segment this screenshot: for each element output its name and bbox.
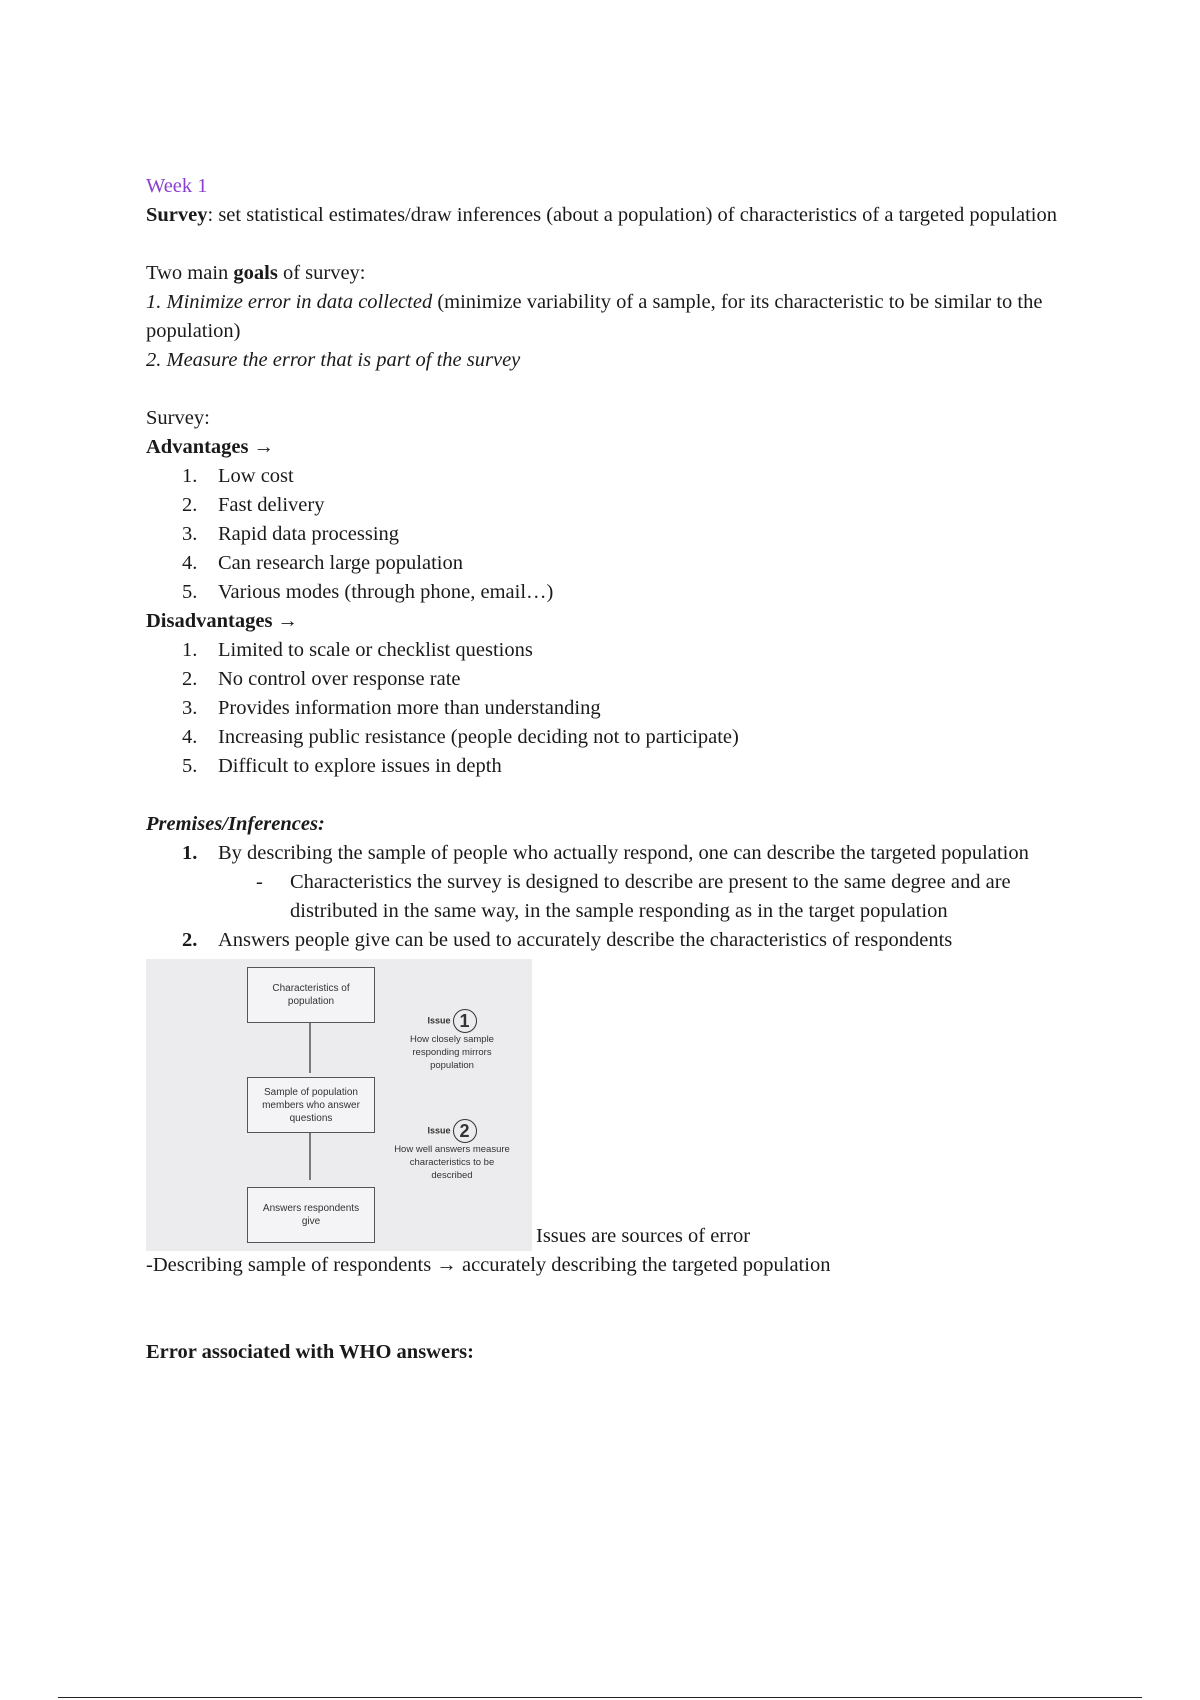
list-item: 3. Rapid data processing bbox=[182, 523, 400, 545]
issue-2-text: How well answers measure characteristics to be described bbox=[394, 1144, 510, 1181]
list-item-text: Rapid data processing bbox=[218, 523, 400, 545]
error-heading bbox=[146, 1338, 1096, 1367]
list-item: 1. By describing the sample of people who actually respond, one can describe the targeted population bbox=[182, 842, 1029, 864]
list-item-text: Various modes (through phone, email…) bbox=[218, 581, 554, 603]
list-item: 1. Limited to scale or checklist questions bbox=[182, 639, 533, 661]
describing-line: -Describing sample of respondents → accurately describing the targeted population bbox=[146, 1254, 831, 1276]
list-item-text: Increasing public resistance (people deciding not to participate) bbox=[218, 726, 739, 748]
week-heading: Week 1 bbox=[146, 175, 208, 197]
goal-1-rest: (minimize variability of a sample, for its characteristic to be similar to the population) bbox=[146, 291, 1043, 342]
survey-definition bbox=[146, 201, 1096, 230]
disadvantages-list bbox=[146, 636, 1096, 781]
issue-2-number: 2 bbox=[453, 1119, 477, 1143]
list-item: 1. Low cost bbox=[182, 465, 294, 487]
survey-term: Survey bbox=[146, 204, 208, 226]
document-body bbox=[146, 172, 1096, 1367]
survey-error-diagram bbox=[146, 959, 532, 1251]
list-item-text: Low cost bbox=[218, 465, 294, 487]
list-item-text: Limited to scale or checklist questions bbox=[218, 639, 533, 661]
list-item: 5. Difficult to explore issues in depth bbox=[182, 755, 502, 777]
goal-1 bbox=[146, 288, 1096, 346]
survey-label: Survey: bbox=[146, 407, 210, 429]
list-item: 2. Answers people give can be used to accurately describe the characteristics of respondents bbox=[182, 929, 953, 951]
issue-1-text: How closely sample responding mirrors population bbox=[410, 1034, 494, 1071]
figure-caption: Issues are sources of error bbox=[536, 1225, 751, 1247]
diagram-issue-2 bbox=[392, 1119, 512, 1182]
advantages-heading-text: Advantages → bbox=[146, 436, 275, 458]
issue-1-label: Issue bbox=[427, 1015, 451, 1026]
list-item: 2. No control over response rate bbox=[182, 668, 461, 690]
list-item: 4. Increasing public resistance (people deciding not to participate) bbox=[182, 726, 739, 748]
issue-1-number: 1 bbox=[453, 1009, 477, 1033]
premise-1-subpoint-text: Characteristics the survey is designed to describe are present to the same degree and are distributed in the same way, in the sample responding as in the target population bbox=[290, 871, 1011, 922]
diagram-box-answers: Answers respondents give bbox=[247, 1187, 375, 1243]
diagram-box-population: Characteristics of population bbox=[247, 967, 375, 1023]
list-item-text: No control over response rate bbox=[218, 668, 461, 690]
list-item-text: Difficult to explore issues in depth bbox=[218, 755, 502, 777]
list-item: 3. Provides information more than understanding bbox=[182, 697, 601, 719]
list-item: 5. Various modes (through phone, email…) bbox=[182, 581, 554, 603]
page-bottom-rule bbox=[58, 1697, 1142, 1698]
goals-intro bbox=[146, 259, 1096, 288]
disadvantages-heading-text: Disadvantages → bbox=[146, 610, 299, 632]
error-heading-text: Error associated with WHO answers: bbox=[146, 1341, 474, 1363]
advantages-list bbox=[146, 462, 1096, 607]
premises-heading bbox=[146, 810, 1096, 839]
premises-list-cont bbox=[146, 926, 1096, 955]
premises-list bbox=[146, 839, 1096, 868]
disadvantages-heading bbox=[146, 607, 1096, 636]
diagram-issue-1 bbox=[392, 1009, 512, 1072]
figure-row bbox=[146, 959, 1096, 1251]
goal-2 bbox=[146, 346, 1096, 375]
goals-word: goals bbox=[233, 262, 278, 284]
goals-intro-a: Two main bbox=[146, 262, 234, 284]
diagram-box-sample: Sample of population members who answer questions bbox=[247, 1077, 375, 1133]
survey-definition-text: : set statistical estimates/draw inferences (about a population) of characteristics of a targeted population bbox=[207, 204, 1057, 226]
premises-heading-text: Premises/Inferences: bbox=[146, 813, 325, 835]
goals-intro-c: of survey: bbox=[277, 262, 366, 284]
goal-2-italic: 2. Measure the error that is part of the survey bbox=[146, 349, 521, 371]
list-item-text: Can research large population bbox=[218, 552, 463, 574]
list-item: 2. Fast delivery bbox=[182, 494, 325, 516]
list-item: 4. Can research large population bbox=[182, 552, 463, 574]
advantages-heading bbox=[146, 433, 1096, 462]
premise-2-text: Answers people give can be used to accurately describe the characteristics of respondents bbox=[218, 929, 953, 951]
issue-2-label: Issue bbox=[427, 1125, 451, 1136]
list-item-text: Fast delivery bbox=[218, 494, 325, 516]
premise-1-text: By describing the sample of people who actually respond, one can describe the targeted population bbox=[218, 842, 1029, 864]
premise-1-subpoint: - Characteristics the survey is designed to describe are present to the same degree and are distributed in the same way, in the sample responding as in the target population bbox=[256, 871, 1011, 922]
goal-1-italic: 1. Minimize error in data collected bbox=[146, 291, 433, 313]
list-item-text: Provides information more than understanding bbox=[218, 697, 601, 719]
